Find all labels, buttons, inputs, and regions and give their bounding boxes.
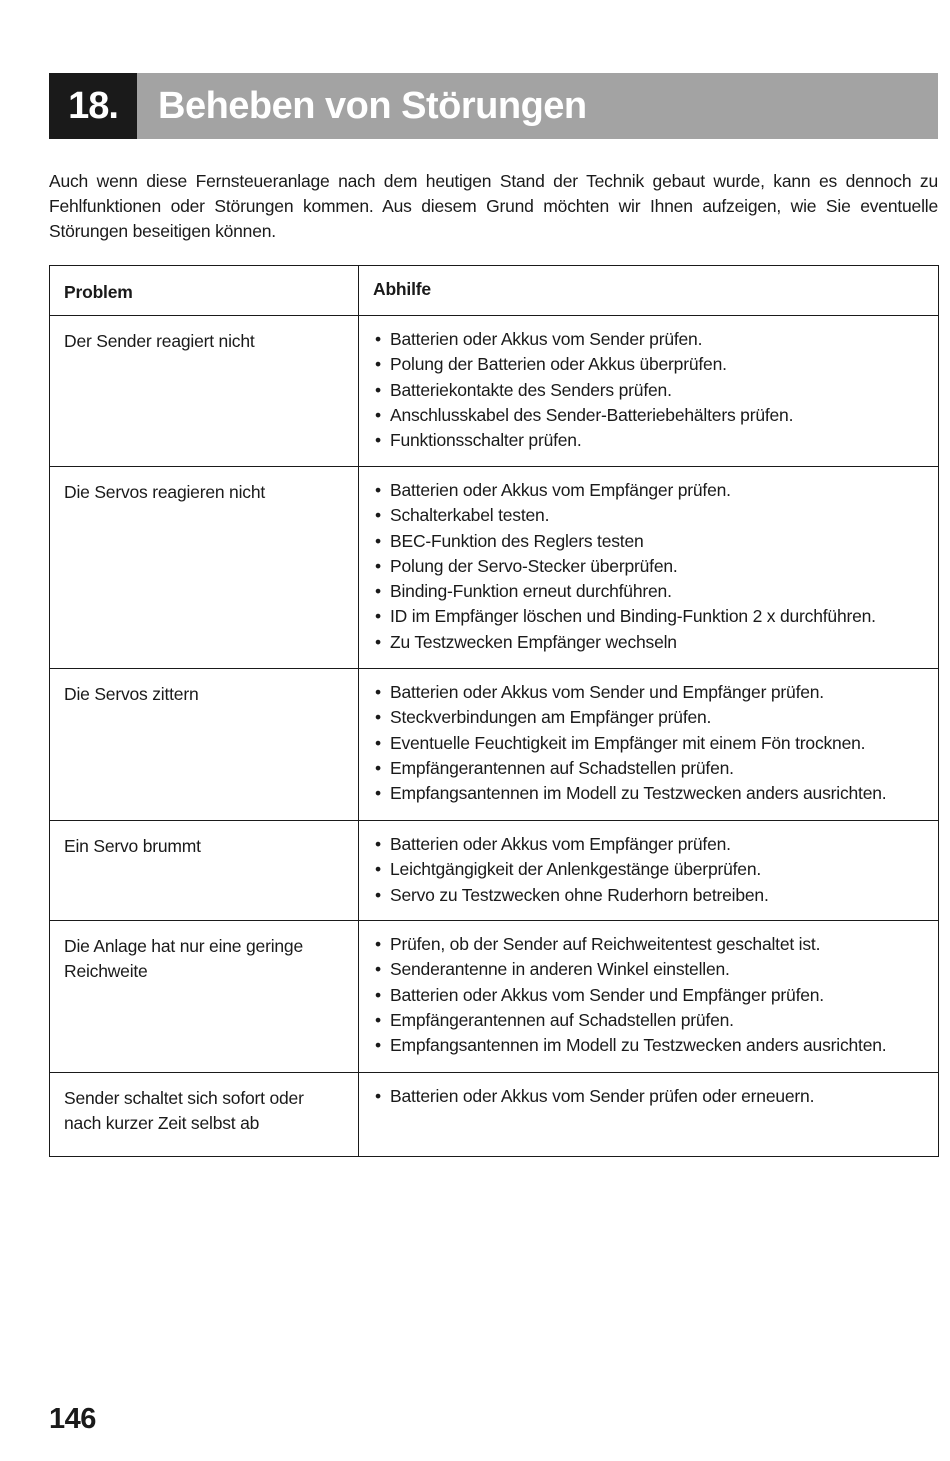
page-number: 146	[49, 1403, 96, 1435]
table-row	[50, 921, 939, 1073]
remedy-list	[375, 478, 924, 655]
remedy-item: • Prüfen, ob der Sender auf Reichweitentest geschaltet ist.	[375, 932, 924, 957]
section-title: Beheben von Störungen	[137, 73, 938, 139]
problem-cell: Der Sender reagiert nicht	[50, 316, 359, 467]
section-header	[49, 73, 938, 139]
table-header-row	[50, 266, 939, 316]
remedy-list	[375, 680, 924, 806]
remedy-item: • Zu Testzwecken Empfänger wechseln	[375, 630, 924, 655]
remedy-item: • Batterien oder Akkus vom Empfänger prüfen.	[375, 478, 924, 503]
problem-cell: Die Anlage hat nur eine geringe Reichweite	[50, 921, 359, 1073]
remedy-cell	[359, 467, 939, 669]
remedy-cell	[359, 921, 939, 1073]
remedy-list	[375, 1084, 924, 1109]
remedy-list	[375, 832, 924, 908]
remedy-item: • Empfangsantennen im Modell zu Testzwecken anders ausrichten.	[375, 781, 924, 806]
remedy-item: • Empfängerantennen auf Schadstellen prüfen.	[375, 756, 924, 781]
remedy-item: • Empfangsantennen im Modell zu Testzwecken anders ausrichten.	[375, 1033, 924, 1058]
header-remedy: Abhilfe	[359, 266, 939, 316]
remedy-item: • Batteriekontakte des Senders prüfen.	[375, 378, 924, 403]
remedy-item: • Polung der Servo-Stecker überprüfen.	[375, 554, 924, 579]
problem-cell: Sender schaltet sich sofort oder nach kurzer Zeit selbst ab	[50, 1073, 359, 1157]
remedy-item: • Batterien oder Akkus vom Empfänger prüfen.	[375, 832, 924, 857]
table-row	[50, 467, 939, 669]
remedy-cell	[359, 821, 939, 921]
problem-cell: Die Servos zittern	[50, 669, 359, 821]
remedy-cell	[359, 669, 939, 821]
remedy-item: • Servo zu Testzwecken ohne Ruderhorn betreiben.	[375, 883, 924, 908]
problem-cell: Ein Servo brummt	[50, 821, 359, 921]
remedy-item: • Funktionsschalter prüfen.	[375, 428, 924, 453]
remedy-item: • Senderantenne in anderen Winkel einstellen.	[375, 957, 924, 982]
remedy-item: • Schalterkabel testen.	[375, 503, 924, 528]
remedy-item: • Batterien oder Akkus vom Sender prüfen.	[375, 327, 924, 352]
table-row	[50, 821, 939, 921]
section-number: 18.	[49, 73, 137, 139]
remedy-list	[375, 932, 924, 1058]
header-problem: Problem	[50, 266, 359, 316]
remedy-item: • Polung der Batterien oder Akkus überprüfen.	[375, 352, 924, 377]
remedy-item: • ID im Empfänger löschen und Binding-Funktion 2 x durchführen.	[375, 604, 924, 629]
table-row	[50, 316, 939, 467]
remedy-cell	[359, 316, 939, 467]
remedy-list	[375, 327, 924, 453]
remedy-cell	[359, 1073, 939, 1157]
remedy-item: • Batterien oder Akkus vom Sender und Empfänger prüfen.	[375, 983, 924, 1008]
troubleshooting-table	[49, 265, 939, 1157]
table-row	[50, 1073, 939, 1157]
remedy-item: • Binding-Funktion erneut durchführen.	[375, 579, 924, 604]
problem-cell: Die Servos reagieren nicht	[50, 467, 359, 669]
remedy-item: • BEC-Funktion des Reglers testen	[375, 529, 924, 554]
remedy-item: • Eventuelle Feuchtigkeit im Empfänger mit einem Fön trocknen.	[375, 731, 924, 756]
remedy-item: • Batterien oder Akkus vom Sender und Empfänger prüfen.	[375, 680, 924, 705]
table-row	[50, 669, 939, 821]
remedy-item: • Empfängerantennen auf Schadstellen prüfen.	[375, 1008, 924, 1033]
remedy-item: • Batterien oder Akkus vom Sender prüfen oder erneuern.	[375, 1084, 924, 1109]
remedy-item: • Anschlusskabel des Sender-Batteriebehälters prüfen.	[375, 403, 924, 428]
intro-paragraph: Auch wenn diese Fernsteueranlage nach dem heutigen Stand der Technik gebaut wurde, kann es dennoch zu Fehlfunktionen oder Störungen kommen. Aus diesem Grund möchten wir Ihnen aufzeigen, wie Sie eventuelle Störungen beseitigen können.	[49, 171, 938, 241]
remedy-item: • Leichtgängigkeit der Anlenkgestänge überprüfen.	[375, 857, 924, 882]
remedy-item: • Steckverbindungen am Empfänger prüfen.	[375, 705, 924, 730]
